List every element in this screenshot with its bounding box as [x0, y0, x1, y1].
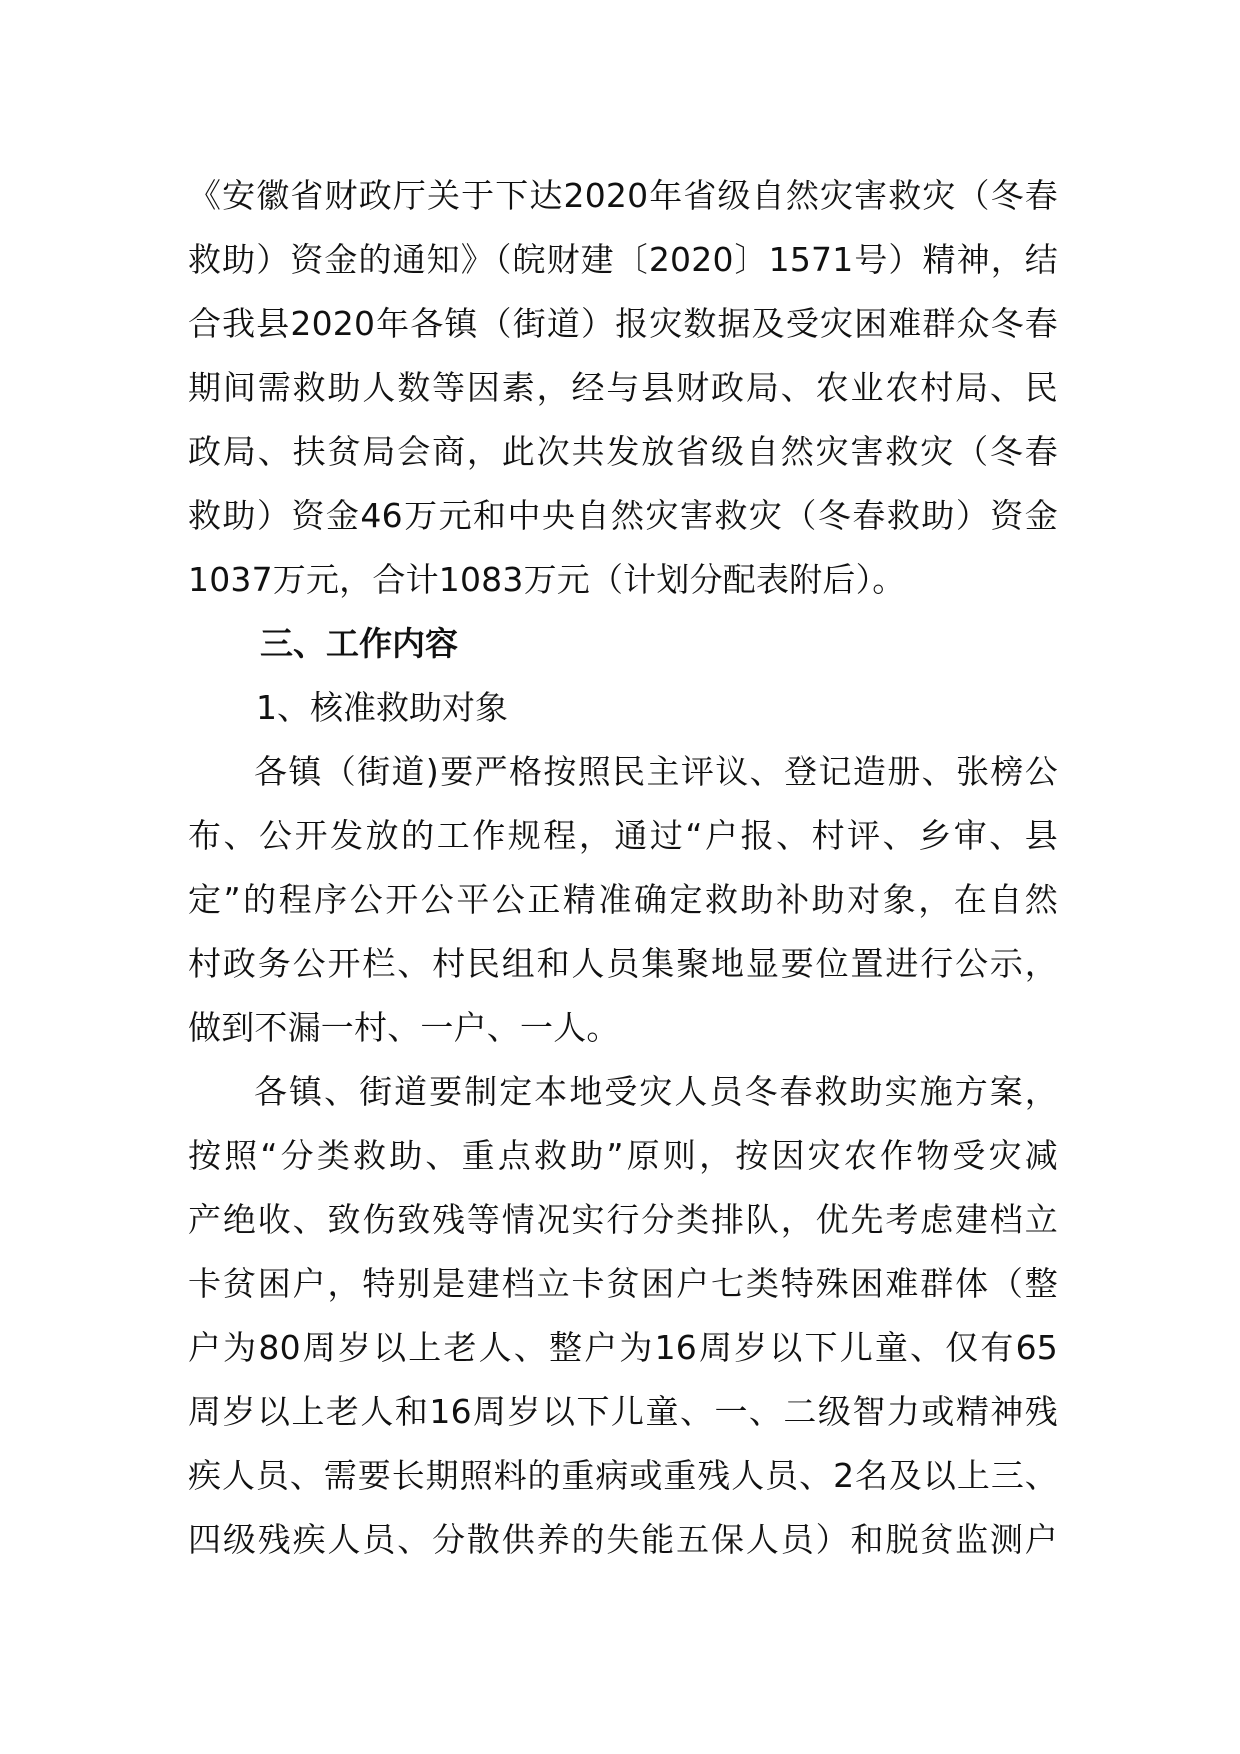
paragraph-line: 各镇、街道要制定本地受灾人员冬春救助实施方案， — [254, 1072, 1058, 1111]
intro-line: 《安徽省财政厅关于下达2020年省级自然灾害救灾（冬春 — [188, 176, 1058, 215]
paragraph-line: 疾人员、需要长期照料的重病或重残人员、2名及以上三、 — [188, 1456, 1058, 1495]
paragraph-line: 各镇（街道)要严格按照民主评议、登记造册、张榜公 — [254, 752, 1058, 791]
intro-line: 政局、扶贫局会商，此次共发放省级自然灾害救灾（冬春 — [188, 432, 1058, 471]
section-heading: 三、工作内容 — [260, 624, 458, 663]
paragraph-line: 周岁以上老人和16周岁以下儿童、一、二级智力或精神残 — [188, 1392, 1058, 1431]
paragraph-line: 四级残疾人员、分散供养的失能五保人员）和脱贫监测户 — [188, 1520, 1058, 1559]
intro-line: 救助）资金46万元和中央自然灾害救灾（冬春救助）资金 — [188, 496, 1058, 535]
intro-line: 期间需救助人数等因素，经与县财政局、农业农村局、民 — [188, 368, 1058, 407]
paragraph-line: 布、公开发放的工作规程，通过“户报、村评、乡审、县 — [188, 816, 1058, 855]
intro-line: 1037万元，合计1083万元（计划分配表附后）。 — [188, 560, 906, 599]
paragraph-line: 户为80周岁以上老人、整户为16周岁以下儿童、仅有65 — [188, 1328, 1058, 1367]
paragraph-line: 卡贫困户，特别是建档立卡贫困户七类特殊困难群体（整 — [188, 1264, 1058, 1303]
intro-line: 救助）资金的通知》（皖财建〔2020〕1571号）精神，结 — [188, 240, 1058, 279]
intro-line: 合我县2020年各镇（街道）报灾数据及受灾困难群众冬春 — [188, 304, 1058, 343]
paragraph-line: 产绝收、致伤致残等情况实行分类排队，优先考虑建档立 — [188, 1200, 1058, 1239]
paragraph-line: 村政务公开栏、村民组和人员集聚地显要位置进行公示， — [188, 944, 1058, 983]
paragraph-line: 做到不漏一村、一户、一人。 — [188, 1008, 620, 1047]
subsection-heading: 1、核准救助对象 — [256, 688, 508, 727]
paragraph-line: 按照“分类救助、重点救助”原则，按因灾农作物受灾减 — [188, 1136, 1058, 1175]
paragraph-line: 定”的程序公开公平公正精准确定救助补助对象，在自然 — [188, 880, 1058, 919]
